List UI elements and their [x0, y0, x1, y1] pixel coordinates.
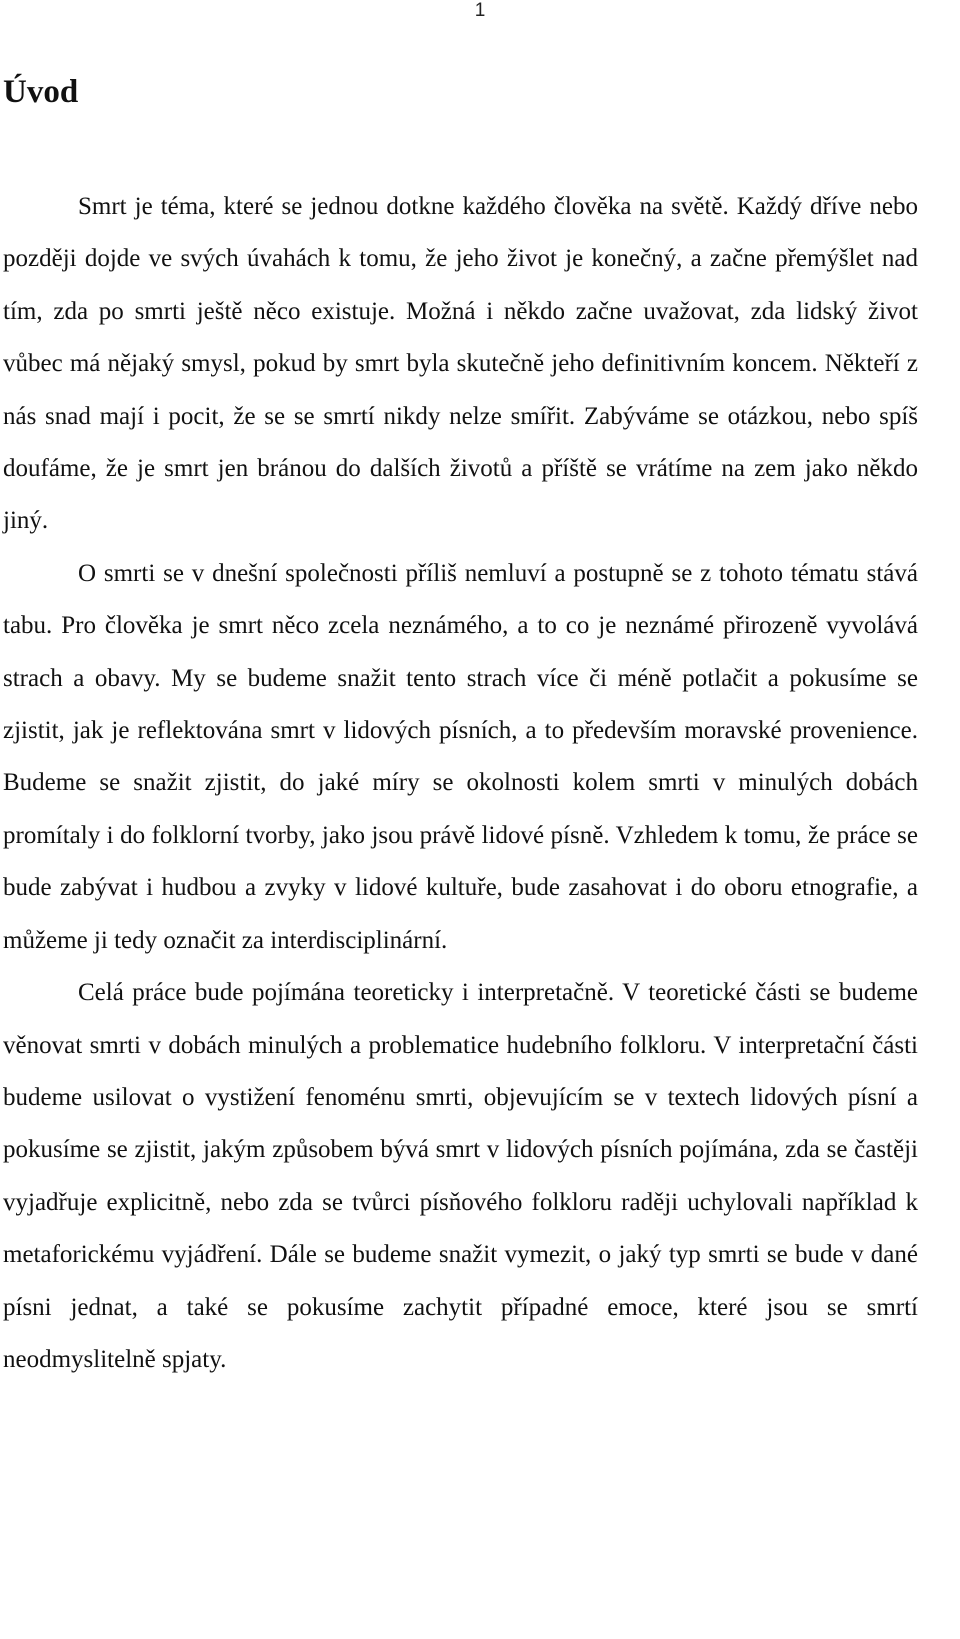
page-number: 1 — [474, 0, 486, 21]
paragraph-1: Smrt je téma, které se jednou dotkne každého člověka na světě. Každý dříve nebo později dojde ve svých úvahách k tomu, že jeho život je konečný, a začne přemýšlet nad tím, zda po smrti ještě něco existuje. Možná i někdo začne uvažovat, zda lidský život vůbec má nějaký smysl, pokud by smrt byla skutečně jeho definitivním koncem. Někteří z nás snad mají i pocit, že se se smrtí nikdy nelze smířit. Zabýváme se otázkou, nebo spíš doufáme, že je smrt jen bránou do dalších životů a příště se vrátíme na zem jako někdo jiný. — [3, 193, 918, 535]
section-heading: Úvod — [3, 74, 79, 110]
paragraph-3: Celá práce bude pojímána teoreticky i interpretačně. V teoretické části se budeme věnovat smrti v dobách minulých a problematice hudebního folkloru. V interpretační části budeme usilovat o vystižení fenoménu smrti, objevujícím se v textech lidových písní a pokusíme se zjistit, jakým způsobem bývá smrt v lidových písních pojímána, zda se častěji vyjadřuje explicitně, nebo zda se tvůrci písňového folkloru raději uchylovali například k metaforickému vyjádření. Dále se budeme snažit vymezit, o jaký typ smrti se bude v dané písni jednat, a také se pokusíme zachytit případné emoce, které jsou se smrtí neodmyslitelně spjaty. — [3, 979, 918, 1373]
paragraph-2: O smrti se v dnešní společnosti příliš nemluví a postupně se z tohoto tématu stává tabu. Pro člověka je smrt něco zcela neznámého, a to co je neznámé přirozeně vyvolává strach a obavy. My se budeme snažit tento strach více či méně potlačit a pokusíme se zjistit, jak je reflektována smrt v lidových písních, a to především moravské provenience. Budeme se snažit zjistit, do jaké míry se okolnosti kolem smrti v minulých dobách promítaly i do folklorní tvorby, jako jsou právě lidové písně. Vzhledem k tomu, že práce se bude zabývat i hudbou a zvyky v lidové kultuře, bude zasahovat i do oboru etnografie, a můžeme ji tedy označit za interdisciplinární. — [3, 559, 918, 954]
document-body — [3, 181, 918, 1386]
